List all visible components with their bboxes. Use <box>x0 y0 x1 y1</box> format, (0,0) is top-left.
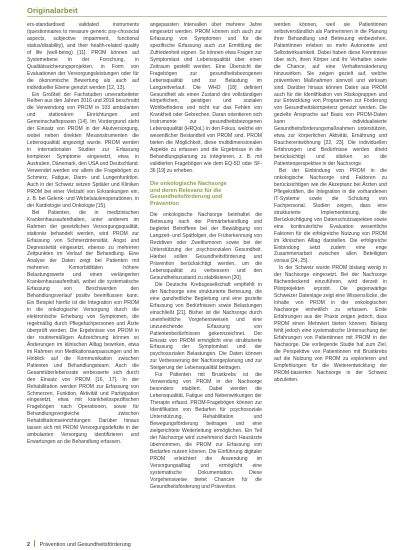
section-heading <box>150 181 262 207</box>
article-type-label: Originalarbeit <box>27 6 78 15</box>
paragraph: ers-standardised validated instruments (questionnaires to measure generic psy-chosocial aspects, subjective impairment, functional status/disability), and their health-related quality of life (well-being) [11]. PROM können auf Systemebene in der Forschung, in Qualitätssicherungsprojekten, in Form von Evaluationen der Versorgungsleistungen oder für die ökonomische Bewertung als auch auf individueller Ebene genutzt werden [12, 13]. <box>27 22 139 91</box>
section-heading-line: Die onkologische Nachsorge <box>150 180 227 187</box>
header-rule <box>27 16 387 17</box>
paragraph: Die onkologische Nachsorge beinhaltet die Betreuung nach der Primärbehandlung und begleitet Betroffene bei der Bewältigung von Langzeit- und Spätfolgen, der Früherkennung von Rezidiven oder Zweittumoren sowie bei der Unterstützung der psychosozialen Gesundheit. Hierbei sollen Gesundheitsförderung und Prävention berücksichtigt werden, um die Lebensqualität zu verbessern und den Gesundheitszustand zu stabilisieren [20]. <box>150 212 262 281</box>
footer-accent-bar <box>34 540 36 547</box>
paragraph: Ein Großteil der Fachstudien unverarbeiteter Reihen aus den Jahren 2016 und 2019 beschreibt die Verwendung von PROM in 103 ambulanten und stationären Einrichtungen und Gemeinschaftspraxen [14]. Im Vordergrund steht der Einsatz von PROM in der Akutversorgung, wobei neben direkten Messinstrumenten die Lebensqualität angezeigt wurde. PROM werden in internationalen Studien zur Erfassung komplexer Symptome eingesetzt, etwa in Australien, Dänemark, den USA und Deutschland. Verwendet werden vor allem die Fragebögen zu Schmerz, Fatigue, Darm- und Lungenfunktion. Auch in der Schweiz setzen Spitäler und Kliniken PROM bei einer Vielzahl von Erkrankungen ein, z. B. bei Gelenk- und Wirbelsäulenoperationen, in der Kardiologie und Onkologie [15]. <box>27 91 139 209</box>
paragraph: Für Patienten mit Brustkrebs ist die Verwendung von PROM in der Nachsorge besonders etabliert. Dabei werden die Lebensqualität, Fatigue und Nebenwirkungen der Therapie erfasst. PROM-Fragebögen können zur Identifikation von Bedarfen für psychosoziale Unterstützung, Rehabilitation und Bewegungsförderung beitragen und eine zielgerichtete Weiterleitung ermöglichen. Ein Teil der Nachsorge wird zunehmend durch Hausärzte übernommen, die PROM zur Erfassung von Bedarfen nutzen können. Die Einführung digitaler PROM erleichtert die Anwendung im Versorgungsalltag und ermöglicht eine systematische Dokumentation. Diese Vorgehensweise bietet Chancen für die Gesundheitsförderung und Prävention. <box>150 372 262 490</box>
text-column-2 <box>150 22 262 490</box>
paragraph: In der Schweiz wurde PROM bislang wenig in der Nachsorge eingesetzt. Bei der Nachsorge flächendeckend einzuführen, wird derzeit in Pilotprojekten erprobt. Die gegenwärtige Schweizer Datenlage zeigt eine Wissenslücke, die Inhalte von PROM in der onkologischen Nachsorge einheitlich zu erfassen. Erste Erfahrungen aus der Praxis zeigen jedoch, dass PROM einen Mehrwert bieten können. Bislang fehlt jedoch eine systematische Untersuchung der Erfahrungen von Patientinnen mit PROM in der Nachsorge. Die vorliegende Studie hat zum Ziel, die Perspektive von Patientinnen mit Brustkrebs auf die Nutzung von PROM zu explorieren und Empfehlungen für die Weiterentwicklung der PROM-basierten Nachsorge in der Schweiz abzuleiten. <box>274 265 387 383</box>
page-number: 2 <box>27 542 30 548</box>
paragraph: Bei der Einbindung von PROM in die onkologische Nachsorge sind Faktoren zu berücksichtigen wie die Akzeptanz bei Ärzten und Pflegekräften, die Integration in die vorhandenen IT-Systeme sowie die Schulung von Fachpersonal. Studien zeigen, dass eine strukturierte Implementierung, die Berücksichtigung von Datenschutzaspekten sowie eine kontinuierliche Evaluation wesentliche Faktoren für die erfolgreiche Nutzung von PROM im klinischen Alltag darstellen. Die erfolgreiche Einbindung setzt zudem eine enge Zusammenarbeit zwischen allen Beteiligten voraus [24, 25]. <box>274 168 387 265</box>
paragraph: Bei Patienten, die in medizinischen Krankenhausaufenthalten, unter anderem im Rahmen der gesetzlichen Versorgungsqualität, stationär behandelt werden, wird PROM zur Erfassung von Schmerzintensität, Angst und Depressivität eingesetzt, ebenso zu mehreren Zeitpunkten im Verlauf der Behandlung. Eine Analyse der Daten zeigt bei Patienten mit mehreren Komorbiditäten höhere Belastungswerte und einen verlängerten Krankenhausaufenthalt, wobei die systematische Erfassung von Beschwerden den Behandlungsverlauf positiv beeinflussen kann. Ein Beispiel hierfür ist die Integration von PROM in die onkologische Versorgung durch die elektronische Erhebung von Symptomen, die regelmäßig durch Pflegefachpersonen und Ärzte überprüft werden. Die Ergebnisse von PROM in der routinemäßigen Aufzeichnung können so Änderungen im klinischen Alltag bewirken, etwa im Rahmen von Medikationsanpassungen und im Hinblick auf die Kommunikation zwischen Patienten und Behandlungsteam. Auch die Gesamtüberlebensrate verbesserte sich durch den Einsatz von PROM [16, 17]. In der Rehabilitation werden PROM zur Erfassung von Schmerzen, Funktion, Aktivität und Partizipation eingesetzt, etwa mit krankheitsspezifischen Fragebögen nach Operationen, sowie für Behandlungsvergleiche zwischen Rehabilitationseinrichtungen. Darüber hinaus lassen sich mit PROM Versorgungsdefizite in der ambulanten Versorgung identifizieren und Erwartungen an die Behandlung erfassen. <box>27 209 139 446</box>
page-footer <box>27 540 131 548</box>
journal-title: Prävention und Gesundheitsförderung <box>39 542 131 548</box>
paragraph: angepassten Intervallen über mehrere Jahre eingesetzt werden. PROM können sich auch zur Erfassung von Symptomen und für die spezifische Erfassung auch zur Ermittlung der Zufriedenheit eignen. So können etwa Fragen zur Symptomlast und Lebensqualität über einen Zeitraum gestellt werden. Eine Übersicht der Fragebögen zur gesundheitsbezogenen Lebensqualität und zur Belastung im Langzeitverlauf. Die WHO [18] definiert Gesundheit als einen Zustand des vollständigen körperlichen, geistigen und sozialen Wohlbefindens und nicht nur das Fehlen von Krankheit oder Gebrechen. Daran orientieren sich Instrumente zur gesundheitsbezogenen Lebensqualität (HRQoL) in den Fokus, welche ein wesentlicher Bestandteil von PROM sind. PROM bieten die Möglichkeit, diese multidimensionalen Aspekte zu erfassen und die Ergebnisse in die Behandlungsplanung zu integrieren, z. B. mit validierten Fragebögen wie dem EQ-5D oder SF-36 [19] zu erheben. <box>150 22 262 175</box>
paragraph: Die Deutsche Krebsgesellschaft empfiehlt in der Nachsorge eine strukturierte Betreuung, die eine ganzheitliche Begleitung und eine gezielte Erfassung von Bedürfnissen sowie Belastungen einschließt [21]. Bisher ist die Nachsorge durch uneinheitliche Vorgehensweisen und eine unzureichende Erfassung von Patientenbedürfnissen gekennzeichnet. Der Einsatz von PROM ermöglicht eine strukturierte Erfassung der Symptomlast und der psychosozialen Belastungen. Die Daten können zur Verbesserung der Nachsorgeplanung und zur Steigerung der Lebensqualität beitragen. <box>150 281 262 372</box>
text-column-3 <box>274 22 387 384</box>
text-column-1 <box>27 22 139 446</box>
section-heading-line: Prävention <box>150 200 179 207</box>
section-heading-line: und deren Relevanz für die <box>150 187 222 194</box>
section-heading-line: Gesundheitsförderung und <box>150 194 223 201</box>
paragraph: werden können, weil sie Patientinnen selbstverständlich als Partnerinnen in die Planung ihrer Behandlung und Betreuung einbeziehen. Patientinnen erleben so mehr Autonomie und Selbstwirksamkeit. Dabei haben diese Kenntnisse über sich, ihren Körper und ihr Verhalten sowie die Chance, auf eine Verhaltensänderung hinzuwirken. Sie zeigen gezielt auf, welche präventiven Maßnahmen sinnvoll und wirksam sind. Darüber hinaus können Daten aus PROM auch für die Identifikation von Risikogruppen und zur Entwicklung von Programmen zur Förderung von Gesundheitskompetenz genutzt werden. Die gezielte Ansprache auf Basis von PROM-Daten kann individualisierte Gesundheitsförderungsmaßnahmen unterstützen, etwa zur körperlichen Aktivität, Ernährung und Raucherentwöhnung [22, 23]. Die individuellen Erfahrungen und Bedürfnisse werden direkt berücksichtigt und stärken so die Patientenperspektive in der Nachsorge. <box>274 22 387 168</box>
